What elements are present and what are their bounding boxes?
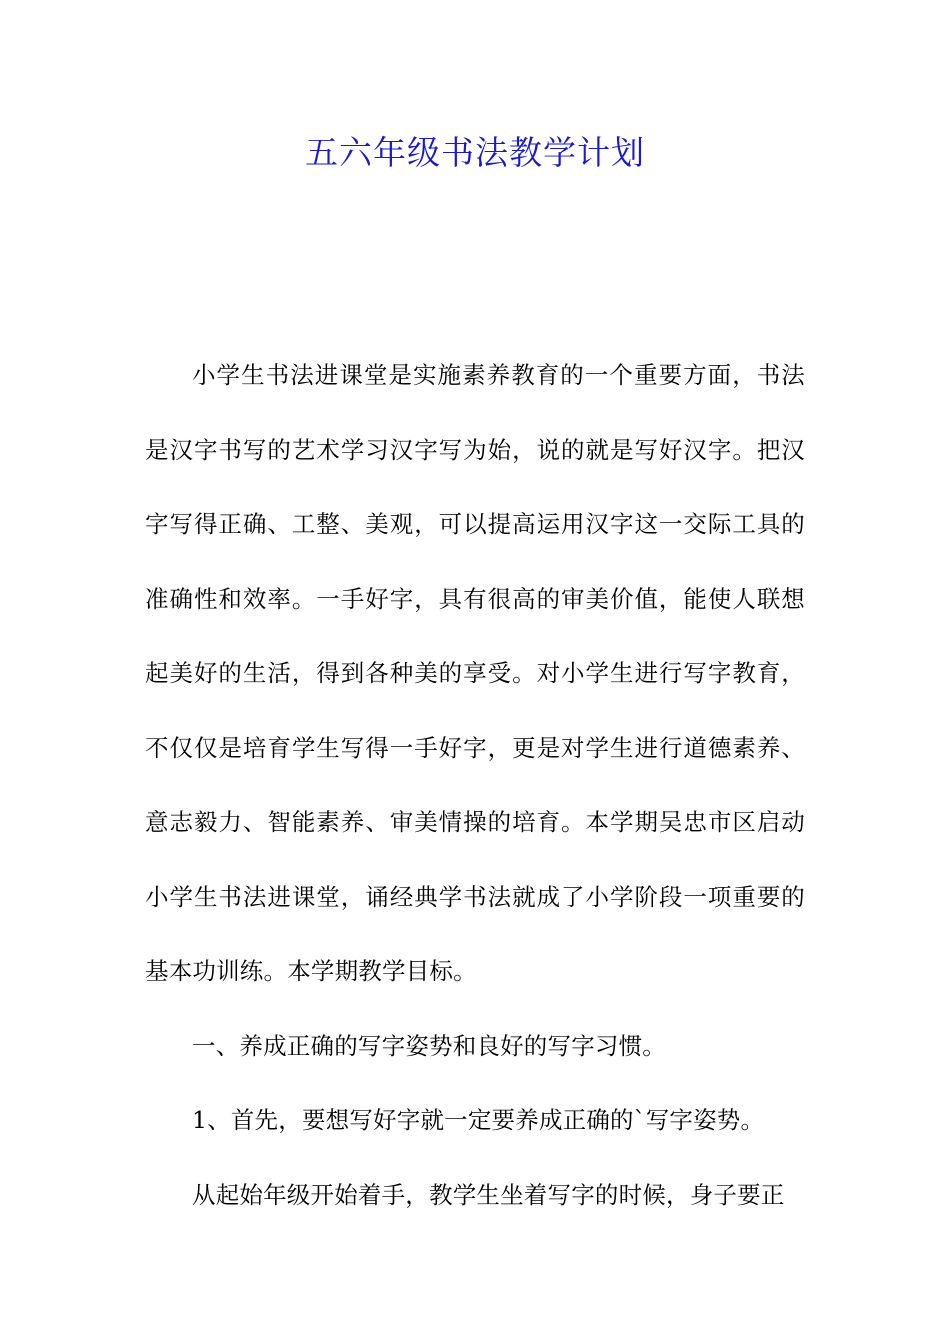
paragraph-point-1: 1、首先，要想写好字就一定要养成正确的`写字姿势。 bbox=[192, 1106, 765, 1134]
document-title: 五六年级书法教学计划 bbox=[305, 133, 645, 172]
paragraph-posture: 从起始年级开始着手，教学生坐着写字的时候，身子要正 bbox=[192, 1180, 785, 1209]
paragraph-section-heading: 一、养成正确的写字姿势和良好的写字习惯。 bbox=[192, 1031, 666, 1060]
paragraph-intro: 小学生书法进课堂是实施素养教育的一个重要方面，书法是汉字书写的艺术学习汉字写为始，说的就是写好汉字。把汉字写得正确、工整、美观，可以提高运用汉字这一交际工具的准确性和效率。一手好字，具有很高的审美价值，能使人联想起美好的生活，得到各种美的享受。对小学生进行写字教育，不仅仅是培育学生写得一手好字，更是对学生进行道德素养、意志毅力、智能素养、审美情操的培育。本学期吴忠市区启动小学生书法进课堂，诵经典学书法就成了小学阶段一项重要的基本功训练。本学期教学目标。 bbox=[145, 361, 805, 985]
document-body bbox=[145, 338, 805, 1232]
